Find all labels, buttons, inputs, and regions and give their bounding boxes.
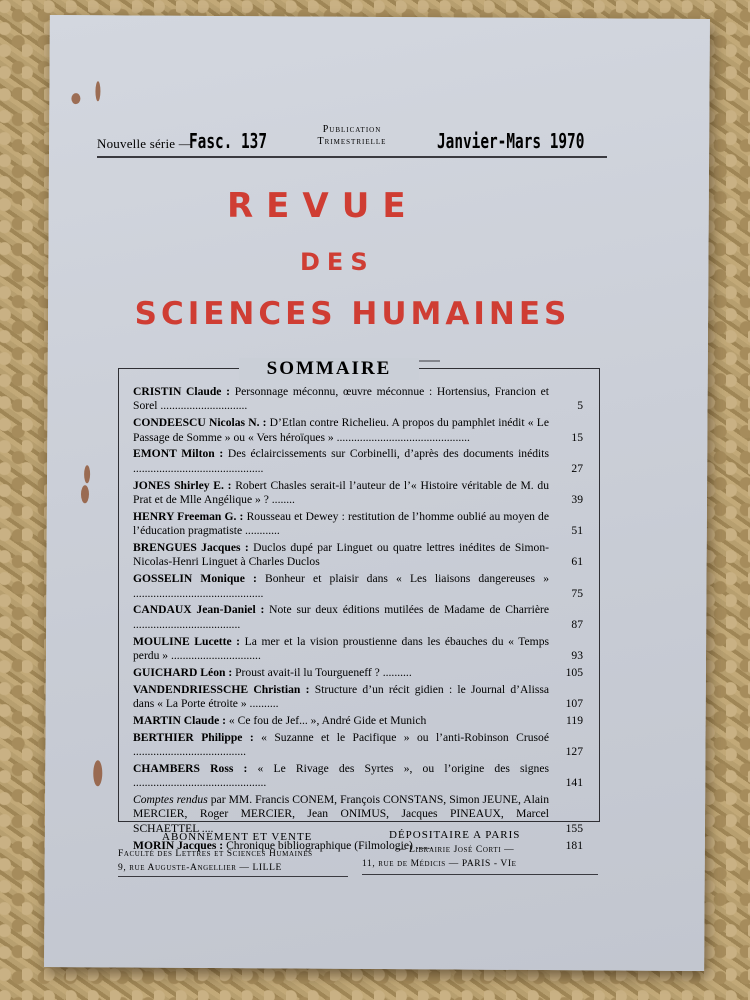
toc-page-number: 141 bbox=[565, 776, 583, 790]
toc-entry-text bbox=[133, 731, 549, 760]
toc-entry-text bbox=[133, 479, 549, 508]
toc-article-title: Personnage méconnu, œuvre méconnue : Hortensius, Francion et Sorel .............................. bbox=[133, 385, 549, 413]
toc-entry bbox=[133, 762, 585, 791]
toc-article-title: Structure d’un récit gidien : le Journal d’Alissa dans « La Porte étroite » .......... bbox=[133, 682, 550, 711]
toc-article-title: « Le Rivage des Syrtes », ou l’origine des signes .............................................. bbox=[133, 761, 550, 790]
toc-author: MOULINE Lucette : bbox=[133, 634, 241, 648]
publication-line-1: Publication bbox=[322, 124, 382, 135]
toc-entry-text bbox=[133, 635, 549, 664]
toc-entry-text bbox=[133, 572, 549, 601]
toc-page-number: 127 bbox=[565, 745, 583, 759]
toc-entry-text bbox=[133, 416, 549, 445]
toc-page-number: 15 bbox=[571, 430, 583, 444]
toc-page-number: 39 bbox=[571, 493, 583, 507]
toc-author: CRISTIN Claude : bbox=[133, 385, 231, 398]
toc-article-title: La mer et la vision proustienne dans les ébauches du « Temps perdu » ............................... bbox=[133, 634, 550, 663]
toc-entry-text bbox=[133, 683, 549, 712]
toc-author: BERTHIER Philippe : bbox=[133, 730, 254, 744]
toc-author: CANDAUX Jean-Daniel : bbox=[133, 603, 265, 617]
paris-address: 11, rue de Médicis — PARIS - VIe bbox=[362, 859, 517, 869]
rust-stain bbox=[84, 465, 90, 483]
toc-entry-text bbox=[133, 510, 549, 539]
toc-author: GUICHARD Léon : bbox=[133, 665, 233, 679]
toc-page-number: 27 bbox=[571, 461, 583, 475]
toc-entry-text bbox=[133, 385, 549, 414]
toc-entry bbox=[133, 731, 585, 760]
toc-article-title: Des éclaircissements sur Corbinelli, d’après des documents inédits ............................................. bbox=[133, 447, 549, 475]
toc-article-title: Duclos dupé par Linguet ou quatre lettres inédites de Simon-Nicolas-Henri Linguet à Charles Duclos bbox=[133, 541, 549, 569]
toc-page-number: 51 bbox=[571, 524, 583, 538]
title-des: DES bbox=[300, 248, 375, 276]
toc-article-title: D’Etlan contre Richelieu. A propos du pamphlet inédit « Le Passage de Somme » ou « Vers héroïques » .............................................. bbox=[133, 416, 549, 444]
toc-page-number: 107 bbox=[565, 697, 583, 711]
toc-author: VANDENDRIESSCHE Christian : bbox=[133, 682, 310, 696]
toc-page-number: 61 bbox=[571, 555, 583, 569]
publication-line-2: Trimestrielle bbox=[317, 136, 387, 147]
toc-reviews-label: Comptes rendus bbox=[133, 793, 208, 807]
toc-entries bbox=[133, 385, 585, 855]
toc-article-title: Chronique bibliographique (Filmologie) ...... bbox=[223, 838, 434, 852]
toc-entry bbox=[133, 416, 585, 445]
issue-date: Janvier-Mars 1970 bbox=[437, 129, 585, 153]
title-revue: REVUE bbox=[227, 186, 419, 226]
fascicle-number: Fasc. 137 bbox=[189, 129, 268, 153]
toc-article-title: Bonheur et plaisir dans « Les liaisons dangereuses » ............................................. bbox=[133, 572, 549, 600]
toc-entry-text bbox=[133, 762, 549, 791]
toc-entry-text bbox=[133, 447, 549, 476]
toc-entry-text bbox=[133, 666, 549, 680]
lille-address: 9, rue Auguste-Angellier — LILLE bbox=[118, 863, 282, 873]
footer-rule-right bbox=[362, 874, 598, 875]
rust-stain bbox=[95, 81, 100, 101]
toc-entry bbox=[133, 666, 585, 680]
toc-page-number: 5 bbox=[577, 399, 583, 413]
toc-article-title: Rousseau et Dewey : restitution de l’homme oublié au moyen de l’éducation pragmatiste ............ bbox=[133, 509, 550, 538]
publication-frequency bbox=[302, 124, 402, 148]
subscription-heading: ABONNEMENT ET VENTE bbox=[162, 831, 313, 843]
toc-entry bbox=[133, 683, 585, 712]
toc-entry-text bbox=[133, 541, 549, 570]
series-label: Nouvelle série — bbox=[97, 136, 192, 151]
toc-author: MARTIN Claude : bbox=[133, 713, 226, 727]
toc-article-title: « Suzanne et le Pacifique » ou l’anti-Robinson Crusoé ....................................... bbox=[133, 730, 549, 759]
toc-entry bbox=[133, 714, 585, 728]
rust-stain bbox=[81, 485, 89, 503]
toc-author: CONDEESCU Nicolas N. : bbox=[133, 416, 267, 430]
depositary-heading: DÉPOSITAIRE A PARIS bbox=[389, 829, 521, 841]
toc-entry-text bbox=[133, 603, 549, 632]
toc-entry bbox=[133, 603, 585, 632]
sommaire-heading: SOMMAIRE bbox=[239, 358, 419, 380]
toc-entry-text bbox=[133, 714, 549, 728]
toc-author: MORIN Jacques : bbox=[133, 838, 224, 852]
footer-rule-left bbox=[118, 876, 348, 877]
toc-author: BRENGUES Jacques : bbox=[133, 541, 249, 555]
bookshop-name: — Librairie José Corti — bbox=[396, 845, 515, 855]
rust-stain bbox=[71, 93, 80, 104]
faculty-line: Faculté des Lettres et Sciences Humaines bbox=[118, 849, 313, 859]
toc-author: CHAMBERS Ross : bbox=[133, 761, 248, 775]
issue-header bbox=[97, 110, 607, 158]
toc-author: JONES Shirley E. : bbox=[133, 478, 232, 492]
toc-author: HENRY Freeman G. : bbox=[133, 509, 244, 523]
toc-entry bbox=[133, 635, 585, 664]
toc-page-number: 181 bbox=[565, 838, 583, 852]
toc-article-title: « Ce fou de Jef... », André Gide et Munich bbox=[226, 713, 427, 727]
title-sciences-humaines: SCIENCES HUMAINES bbox=[134, 296, 571, 332]
toc-article-title: Robert Chasles serait-il l’auteur de l’« Histoire véritable de M. du Prat et de Mlle Angélique » ? ........ bbox=[133, 478, 550, 507]
toc-entry bbox=[133, 447, 585, 476]
toc-entry bbox=[133, 385, 585, 414]
toc-entry bbox=[133, 479, 585, 508]
toc-author: EMONT Milton : bbox=[133, 447, 224, 461]
toc-entry bbox=[133, 510, 585, 539]
toc-page-number: 119 bbox=[566, 713, 583, 727]
rust-stain bbox=[93, 760, 102, 786]
toc-page-number: 87 bbox=[571, 617, 583, 631]
toc-entry bbox=[133, 572, 585, 601]
toc-page-number: 105 bbox=[565, 665, 583, 679]
toc-entry bbox=[133, 541, 585, 570]
toc-author: GOSSELIN Monique : bbox=[133, 572, 257, 586]
toc-page-number: 93 bbox=[571, 649, 583, 663]
toc-article-title: Proust avait-il lu Tourgueneff ? .......... bbox=[232, 665, 412, 679]
toc-page-number: 75 bbox=[571, 586, 583, 600]
toc-article-title: par MM. Francis CONEM, François CONSTANS, Simon JEUNE, Alain MERCIER, Roger MERCIER, Jean ONIMUS, Jacques PINEAUX, Marcel SCHAETTEL .... bbox=[133, 793, 549, 835]
toc-article-title: Note sur deux éditions mutilées de Madame de Charrière ..................................... bbox=[133, 603, 549, 631]
toc-page-number: 155 bbox=[565, 821, 583, 835]
